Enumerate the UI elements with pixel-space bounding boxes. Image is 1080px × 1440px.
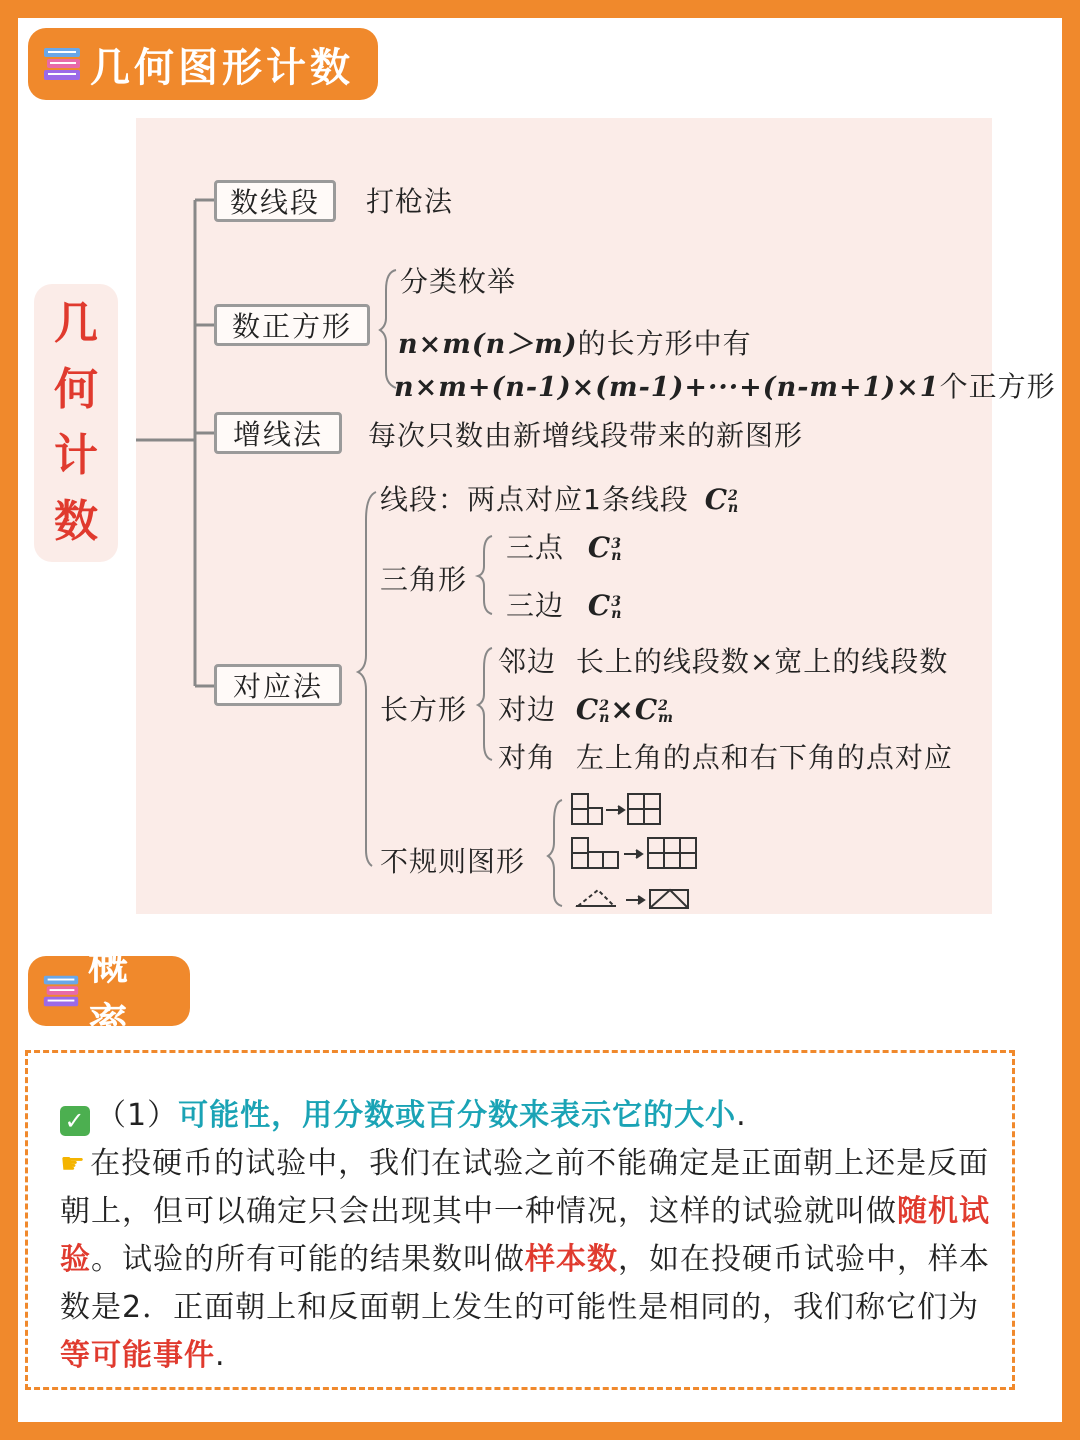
term-random-experiment: 随机试验 xyxy=(60,1194,990,1277)
section-title-text: 几何图形计数 xyxy=(90,44,354,91)
segment-combination-formula: C 2 n xyxy=(704,483,740,516)
squares-item-condition xyxy=(398,322,752,362)
section-title-probability xyxy=(28,943,190,1046)
triangle-three-points: 三点 C 3 n xyxy=(506,531,623,564)
correspond-segment-text: 线段：两点对应1条线段 xyxy=(380,483,689,516)
correspond-triangle: 三角形 xyxy=(380,563,468,596)
books-icon xyxy=(40,969,82,1013)
correspond-rectangle: 长方形 xyxy=(380,693,468,726)
squares-item-sum xyxy=(394,365,1056,405)
squares-sum-formula: n×m+(n-1)×(m-1)+···+(n-m+1)×1 xyxy=(394,372,940,403)
squares-condition-text: 的长方形中有 xyxy=(577,327,752,360)
probability-heading: ✓ （1）可能性，用分数或百分数来表示它的大小. xyxy=(60,1092,1000,1140)
root-char: 几 xyxy=(54,298,98,349)
rect-opposite-formula: C 2 n ×C 2 m xyxy=(575,693,674,726)
rect-opposite: 对边 C 2 n ×C 2 m xyxy=(498,693,674,726)
rect-diagonal: 对角 左上角的点和右下角的点对应 xyxy=(498,741,953,774)
probability-heading-highlight: 可能性，用分数或百分数来表示它的大小 xyxy=(178,1098,737,1133)
pointing-hand-icon: ☛ xyxy=(60,1147,87,1180)
term-sample-count: 样本数 xyxy=(525,1242,618,1277)
root-char: 数 xyxy=(54,496,98,547)
probability-body: ☛ 在投硬币的试验中，我们在试验之前不能确定是正面朝上还是反面朝上，但可以确定只会出现其中一种情况，这样的试验就叫做随机试验。试验的所有可能的结果数叫做样本数，如在投硬币试验中，样本数是2．正面朝上和反面朝上发生的可能性是相同的，我们称它们为等可能事件. xyxy=(60,1146,990,1373)
probability-text xyxy=(60,1092,1000,1380)
correspond-irregular: 不规则图形 xyxy=(380,845,526,878)
root-char: 何 xyxy=(54,364,98,415)
section-title-text: 概率 xyxy=(88,943,132,1046)
correspond-segment xyxy=(380,478,739,518)
triangle-three-edges: 三边 C 3 n xyxy=(506,589,623,622)
branch-count-segments-desc: 打枪法 xyxy=(366,185,454,218)
check-icon: ✓ xyxy=(60,1106,90,1136)
squares-sum-text: 个正方形 xyxy=(939,370,1056,403)
squares-item-enumerate: 分类枚举 xyxy=(400,265,517,298)
branch-add-line-desc: 每次只数由新增线段带来的新图形 xyxy=(368,419,804,452)
branch-count-segments: 数线段 xyxy=(214,180,336,222)
squares-condition-formula: n×m(n＞m) xyxy=(398,329,578,360)
branch-count-squares: 数正方形 xyxy=(214,304,370,346)
triangle-points-formula: C 3 n xyxy=(587,531,623,564)
branch-correspond: 对应法 xyxy=(214,664,342,706)
term-equally-likely: 等可能事件 xyxy=(60,1338,215,1373)
branch-add-line: 增线法 xyxy=(214,412,342,454)
root-char: 计 xyxy=(54,430,98,481)
rect-adjacent: 邻边 长上的线段数×宽上的线段数 xyxy=(498,645,949,678)
triangle-edges-formula: C 3 n xyxy=(587,589,623,622)
